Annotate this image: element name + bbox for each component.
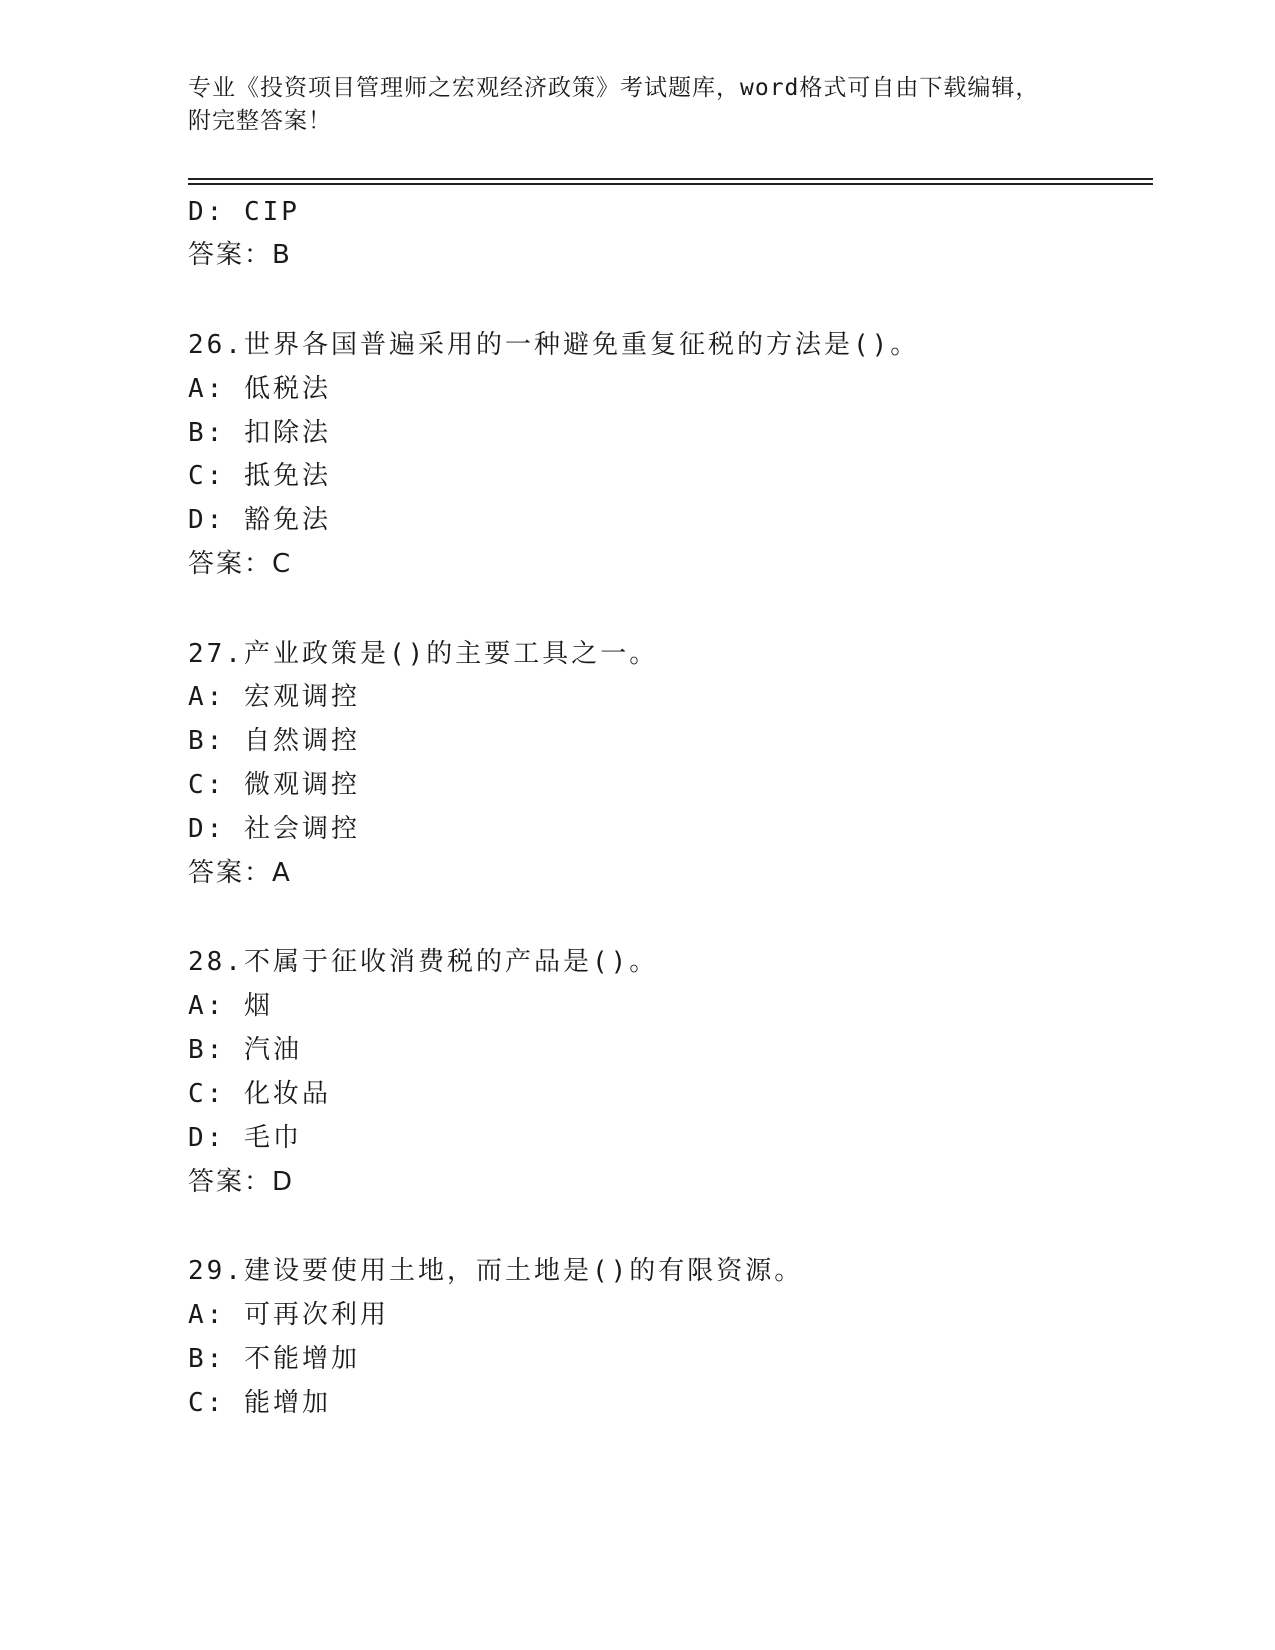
answer-prev: 答案：B (188, 240, 292, 270)
question-29-stem: 29.建设要使用土地，而土地是()的有限资源。 (188, 1256, 804, 1286)
question-27-option-b: B: 自然调控 (188, 726, 360, 756)
question-26-option-c: C: 抵免法 (188, 461, 331, 491)
question-27-answer: 答案：A (188, 858, 292, 888)
question-26-answer: 答案：C (188, 549, 293, 579)
question-27-option-d: D: 社会调控 (188, 814, 360, 844)
question-28-answer: 答案：D (188, 1167, 295, 1197)
question-27-option-a: A: 宏观调控 (188, 682, 360, 712)
question-29-option-b: B: 不能增加 (188, 1344, 360, 1374)
question-28-option-c: C: 化妆品 (188, 1079, 331, 1109)
question-26-option-d: D: 豁免法 (188, 505, 331, 535)
question-29-option-c: C: 能增加 (188, 1388, 331, 1418)
question-26-option-b: B: 扣除法 (188, 418, 331, 448)
header-line-1: 专业《投资项目管理师之宏观经济政策》考试题库，word格式可自由下载编辑， (188, 75, 1040, 101)
header-divider-top (188, 178, 1153, 180)
question-29-option-a: A: 可再次利用 (188, 1300, 389, 1330)
question-28-option-a: A: 烟 (188, 991, 273, 1021)
option-d-prev: D: CIP (188, 197, 300, 227)
question-26-option-a: A: 低税法 (188, 374, 331, 404)
question-28-option-d: D: 毛巾 (188, 1123, 302, 1153)
question-27-stem: 27.产业政策是()的主要工具之一。 (188, 639, 659, 669)
document-header (188, 72, 1088, 138)
question-28-option-b: B: 汽油 (188, 1035, 302, 1065)
question-27-option-c: C: 微观调控 (188, 770, 360, 800)
question-26-stem: 26.世界各国普遍采用的一种避免重复征税的方法是()。 (188, 330, 920, 360)
header-line-2: 附完整答案！ (188, 108, 332, 134)
header-divider-bottom (188, 183, 1153, 185)
question-28-stem: 28.不属于征收消费税的产品是()。 (188, 947, 659, 977)
